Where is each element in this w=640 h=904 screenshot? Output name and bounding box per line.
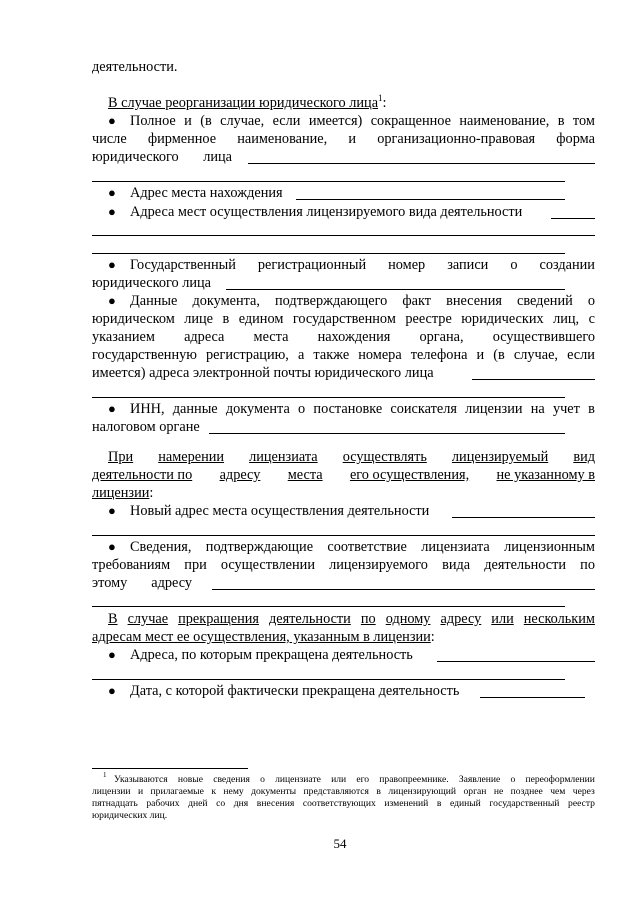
reorg-heading-text: В случае реорганизации юридического лица	[108, 95, 379, 111]
word: факт	[402, 293, 431, 309]
word: дня	[233, 798, 249, 809]
word: лицензируемого	[329, 557, 428, 573]
full-name-line2	[92, 130, 595, 148]
word: Сведения,	[130, 539, 192, 555]
word: также	[313, 347, 350, 363]
word: имеется)	[308, 113, 363, 129]
word: к	[211, 786, 216, 797]
word: соискателя	[390, 401, 457, 417]
new-address-label: Новый адрес места осуществления деятельности	[130, 503, 430, 519]
document-line3	[92, 328, 595, 346]
word: подтверждающего	[275, 293, 388, 309]
word: орган	[463, 786, 487, 797]
word: реестре	[405, 311, 452, 327]
word: нахождения	[317, 329, 391, 345]
word: сведения	[213, 774, 250, 785]
word: государственную	[92, 347, 197, 363]
word: организационно-правовая	[377, 131, 536, 147]
word: по	[360, 611, 376, 627]
word: регистрационный	[257, 257, 367, 273]
word: о	[587, 293, 595, 309]
word: номер	[388, 257, 426, 273]
word: позднее	[510, 786, 543, 797]
word: лицензиате	[275, 774, 321, 785]
terminated-addresses-field-line2	[92, 679, 565, 680]
word: его	[356, 774, 370, 785]
word: документы	[251, 786, 297, 797]
word: юридического	[92, 149, 179, 165]
word: (в	[200, 113, 212, 129]
continuation-text: деятельности.	[92, 59, 178, 75]
activity-addresses-field-line2	[92, 235, 595, 236]
word: При	[108, 449, 134, 465]
page-number: 54	[333, 836, 347, 851]
reorg-heading-colon: :	[382, 95, 387, 111]
word: пятнадцать	[92, 798, 138, 809]
full-name-line3	[92, 148, 232, 166]
word: юридических	[461, 311, 544, 327]
word: лицензии	[465, 401, 523, 417]
reorg-heading	[108, 94, 387, 112]
word: адреса	[184, 329, 225, 345]
word: телефона	[410, 347, 468, 363]
word: адресу	[440, 611, 482, 627]
new-address-field-line2	[92, 535, 595, 536]
word: о	[260, 774, 265, 785]
word: ИНН,	[130, 401, 165, 417]
word: Государственный	[130, 257, 236, 273]
word: не указанному в	[496, 467, 595, 483]
word: подтверждающие	[205, 539, 314, 555]
word: переоформлении	[525, 774, 595, 785]
word: документа,	[192, 293, 260, 309]
word: сокращенное	[370, 113, 451, 129]
word: (в	[493, 347, 505, 363]
word: вида	[442, 557, 471, 573]
bullet-icon: ●	[108, 647, 116, 662]
word: лицензионным	[504, 539, 595, 555]
word: Полное	[130, 113, 176, 129]
bullet-icon: ●	[108, 113, 116, 128]
word: соответствующих	[302, 798, 376, 809]
word: в	[436, 798, 442, 809]
word: прекращения	[178, 611, 259, 627]
word: лица	[203, 149, 232, 165]
word: фирменное	[147, 131, 217, 147]
termination-heading-line2	[92, 628, 435, 646]
inn-field	[209, 433, 565, 434]
word: и	[348, 131, 357, 147]
document-line4	[92, 346, 595, 364]
bullet-icon: ●	[108, 257, 116, 272]
full-name-line1	[130, 112, 595, 130]
address-label: Адрес места нахождения	[130, 185, 283, 201]
state-reg-line2: юридического лица	[92, 275, 212, 291]
word: чем	[550, 786, 566, 797]
word: через	[572, 786, 595, 797]
word: осуществлять	[342, 449, 427, 465]
word: лиц,	[553, 311, 580, 327]
activity-addresses-field-line3	[92, 253, 565, 254]
word: намерении	[158, 449, 225, 465]
word: указанием	[92, 329, 155, 345]
footnote-line2	[92, 786, 595, 798]
document-line5: имеется) адреса электронной почты юридического лица	[92, 365, 434, 381]
word: лицензиата	[421, 539, 490, 555]
bullet-icon: ●	[108, 539, 116, 554]
word: изменений	[384, 798, 429, 809]
word: наименование,	[459, 113, 550, 129]
word: числе	[92, 131, 127, 147]
bullet-icon: ●	[108, 503, 116, 518]
word: новые	[177, 774, 204, 785]
word: в	[222, 311, 230, 327]
word: лицензиата	[249, 449, 318, 465]
word: лицензии	[92, 786, 131, 797]
terminated-addresses-field	[437, 661, 595, 662]
word: а	[297, 347, 305, 363]
word: единый	[449, 798, 481, 809]
inn-line1	[130, 400, 595, 418]
word: адресу	[151, 575, 192, 591]
word: внесения	[256, 798, 295, 809]
word: или	[491, 611, 514, 627]
word: лицензируемый	[451, 449, 549, 465]
word: рабочих	[146, 798, 180, 809]
activity-addresses-label: Адреса мест осуществления лицензируемого вида деятельности	[130, 204, 523, 220]
termination-date-field	[480, 697, 585, 698]
new-address-heading-line3	[92, 484, 153, 502]
word: внесения	[446, 293, 502, 309]
bullet-icon: ●	[108, 401, 116, 416]
compliance-line2	[92, 556, 595, 574]
word: о	[510, 257, 518, 273]
footnote-line4: юридических лиц.	[92, 810, 168, 821]
footnote-line3	[92, 798, 595, 810]
terminated-addresses-label: Адреса, по которым прекращена деятельность	[130, 647, 413, 663]
word: если	[567, 347, 595, 363]
word: государственном	[292, 311, 396, 327]
bullet-icon: ●	[108, 683, 116, 698]
word: лицензирующий	[388, 786, 457, 797]
word: деятельности	[484, 557, 567, 573]
word: при	[184, 557, 207, 573]
word: нему	[223, 786, 244, 797]
word: места	[253, 329, 289, 345]
footnote-marker: 1	[103, 771, 107, 779]
word: наименование,	[237, 131, 328, 147]
termination-date-label: Дата, с которой фактически прекращена деятельность	[130, 683, 460, 699]
word: том	[572, 113, 595, 129]
bullet-icon: ●	[108, 204, 116, 219]
full-name-field-line2	[92, 181, 565, 182]
word: едином	[238, 311, 284, 327]
word: нескольким	[523, 611, 595, 627]
word: деятельности по	[92, 467, 193, 483]
footnote-ref: 1	[378, 93, 383, 104]
word: по	[580, 557, 595, 573]
word: деятельности	[268, 611, 351, 627]
word: данные	[172, 401, 218, 417]
word: вид	[573, 449, 595, 465]
word: Указываются	[114, 774, 168, 785]
word: Данные	[130, 293, 178, 309]
compliance-line3	[92, 574, 192, 592]
word: номера	[358, 347, 402, 363]
inn-line2: налоговом органе	[92, 419, 200, 435]
word: и	[184, 113, 192, 129]
word: на	[530, 401, 545, 417]
termination-heading-line1	[108, 610, 595, 628]
new-address-heading-colon: :	[149, 485, 154, 501]
word: форма	[556, 131, 595, 147]
new-address-heading-line3-text: лицензии	[92, 485, 150, 501]
compliance-line1	[130, 538, 595, 556]
word: если	[272, 113, 301, 129]
word: и	[137, 786, 144, 797]
word: в	[557, 113, 565, 129]
state-reg-line1	[130, 256, 595, 274]
word: о	[298, 401, 306, 417]
word: адресу	[219, 467, 261, 483]
word: случае,	[220, 113, 265, 129]
word: постановке	[313, 401, 383, 417]
word: документа	[225, 401, 290, 417]
document-field-line2	[92, 397, 565, 398]
new-address-heading-line2	[92, 466, 595, 484]
word: случае,	[513, 347, 558, 363]
word: или	[331, 774, 347, 785]
word: регистрацию,	[206, 347, 289, 363]
word: лице	[184, 311, 214, 327]
word: В	[108, 611, 118, 627]
compliance-field-line2	[92, 606, 565, 607]
word: случае	[127, 611, 169, 627]
word: в	[588, 401, 595, 417]
document-line2	[92, 310, 595, 328]
new-address-heading-line1	[108, 448, 595, 466]
word: осуществившего	[492, 329, 595, 345]
word: не	[493, 786, 504, 797]
word: осуществлении	[220, 557, 315, 573]
word: со	[216, 798, 226, 809]
word: с	[588, 311, 595, 327]
word: Заявление	[458, 774, 501, 785]
termination-heading-colon: :	[430, 629, 435, 645]
word: и	[476, 347, 485, 363]
footnote-line1	[114, 774, 595, 786]
word: этому	[92, 575, 128, 591]
new-address-field	[452, 517, 595, 518]
document-field	[472, 379, 595, 380]
compliance-field	[212, 589, 595, 590]
word: правопреемнике.	[379, 774, 449, 785]
termination-heading-line2-text: адресам мест ее осуществления, указанным в лицензии	[92, 629, 431, 645]
document-line1	[130, 292, 595, 310]
word: места	[287, 467, 323, 483]
word: дней	[188, 798, 208, 809]
address-field	[296, 199, 565, 200]
bullet-icon: ●	[108, 293, 116, 308]
full-name-field	[248, 163, 595, 164]
word: юридическом	[92, 311, 175, 327]
word: его осуществления,	[349, 467, 470, 483]
word: учет	[552, 401, 580, 417]
footnote-separator	[92, 768, 248, 769]
word: создании	[539, 257, 595, 273]
word: реестр	[568, 798, 595, 809]
word: записи	[447, 257, 489, 273]
word: представляются	[303, 786, 369, 797]
word: о	[510, 774, 516, 785]
word: требованиям	[92, 557, 171, 573]
word: прилагаемые	[150, 786, 204, 797]
word: сведений	[517, 293, 573, 309]
word: в	[376, 786, 381, 797]
word: соответствие	[327, 539, 407, 555]
bullet-icon: ●	[108, 185, 116, 200]
word: государственный	[489, 798, 560, 809]
state-reg-field	[226, 289, 565, 290]
word: органа,	[419, 329, 464, 345]
activity-addresses-field	[551, 218, 595, 219]
word: одному	[385, 611, 431, 627]
